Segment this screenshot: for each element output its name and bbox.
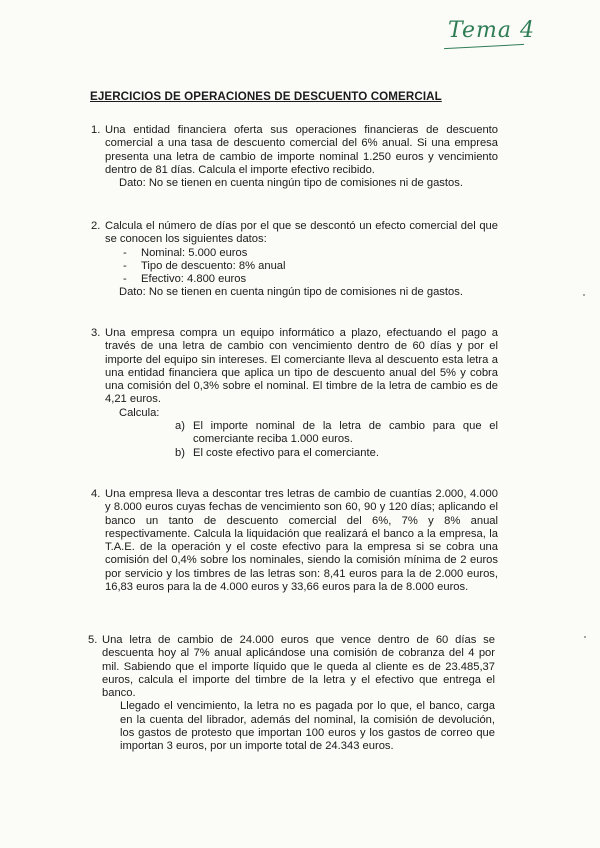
exercise-note: Calcula: — [119, 406, 160, 419]
sub-question-label: b) — [175, 446, 185, 459]
list-item: - Tipo de descuento: 8% anual — [123, 260, 498, 273]
exercise-number: 2. — [91, 220, 101, 232]
exercise-number: 3. — [91, 327, 101, 339]
sub-question-text: El coste efectivo para el comerciante. — [193, 446, 379, 459]
page-title: EJERCICIOS DE OPERACIONES DE DESCUENTO COMERCIAL — [90, 90, 442, 103]
exercise-note: Dato: No se tienen en cuenta ningún tipo de comisiones ni de gastos. — [119, 177, 463, 190]
exercise-text: Una letra de cambio de 24.000 euros que vence dentro de 60 días se descuenta hoy al 7% anual aplicándose una comisión de cobranza del 4 por mil. Sabiendo que el importe líquido que le queda al cliente es de 23.485,37 euros, calcula el importe del timbre de la letra y el efectivo que entrega el banco. — [102, 634, 495, 700]
exercise-4 — [91, 488, 498, 594]
handwritten-underline — [444, 44, 524, 49]
scan-speck — [583, 294, 585, 296]
sub-question-label: a) — [175, 420, 185, 433]
list-item: - Efectivo: 4.800 euros — [123, 273, 498, 286]
exercise-text: Una entidad financiera oferta sus operaciones financieras de descuento comercial a una tasa de descuento comercial del 6% anual. Si una empresa presenta una letra de cambio de importe nominal 1.250 euros y vencimiento dentro de 81 días. Calcula el importe efectivo recibido. — [105, 124, 498, 176]
exercise-continuation: Llegado el vencimiento, la letra no es pagada por lo que, el banco, carga en la cuenta del librador, además del nominal, la comisión de devolución, los gastos de protesto que importan 100 euros y los gastos de correo que importan 3 euros, por un importe total de 24.343 euros. — [120, 700, 495, 753]
exercise-5 — [88, 634, 495, 754]
exercise-number: 1. — [91, 124, 101, 136]
exercise-text: Calcula el número de días por el que se descontó un efecto comercial del que se conocen los siguientes datos: — [105, 220, 498, 246]
exercise-number: 5. — [88, 634, 98, 646]
exercise-text: Una empresa lleva a descontar tres letras de cambio de cuantías 2.000, 4.000 y 8.000 euros cuyas fechas de vencimiento son 60, 90 y 120 días; aplicando el banco un tanto de descuento comercial del 6%, 7% y 8% anual respectivamente. Calcula la liquidación que realizará el banco a la empresa, la T.A.E. de la operación y el coste efectivo para la empresa si se cobra una comisión del 0,4% sobre los nominales, siendo la comisión mínima de 2 euros por servicio y los timbres de las letras son: 8,41 euros para la de 2.000 euros, 16,83 euros para la de 4.000 euros y 33,66 euros para la de 8.000 euros. — [105, 488, 498, 594]
exercise-2 — [91, 220, 498, 300]
exercise-text: Una empresa compra un equipo informático a plazo, efectuando el pago a través de una letra de cambio con vencimiento dentro de 60 días y por el importe del equipo sin intereses. El comerciante lleva al descuento esta letra a una entidad financiera que aplica un tipo de descuento anual del 5% y cobra una comisión del 0,3% sobre el nominal. El timbre de la letra de cambio es de 4,21 euros. — [105, 327, 498, 406]
handwritten-topic-label: Tema 4 — [448, 18, 535, 43]
list-item: - Nominal: 5.000 euros — [123, 247, 498, 260]
exercise-1 — [91, 124, 498, 190]
sub-question-text: El importe nominal de la letra de cambio para que el comerciante reciba 1.000 euros. — [193, 420, 498, 446]
scan-speck — [584, 636, 586, 638]
sub-questions — [105, 420, 498, 460]
sub-question — [175, 420, 498, 447]
data-list — [105, 247, 498, 287]
sub-question — [175, 447, 498, 460]
exercise-number: 4. — [91, 488, 101, 500]
exercise-3 — [91, 327, 498, 460]
exercise-note: Dato: No se tienen en cuenta ningún tipo de comisiones ni de gastos. — [119, 286, 463, 299]
